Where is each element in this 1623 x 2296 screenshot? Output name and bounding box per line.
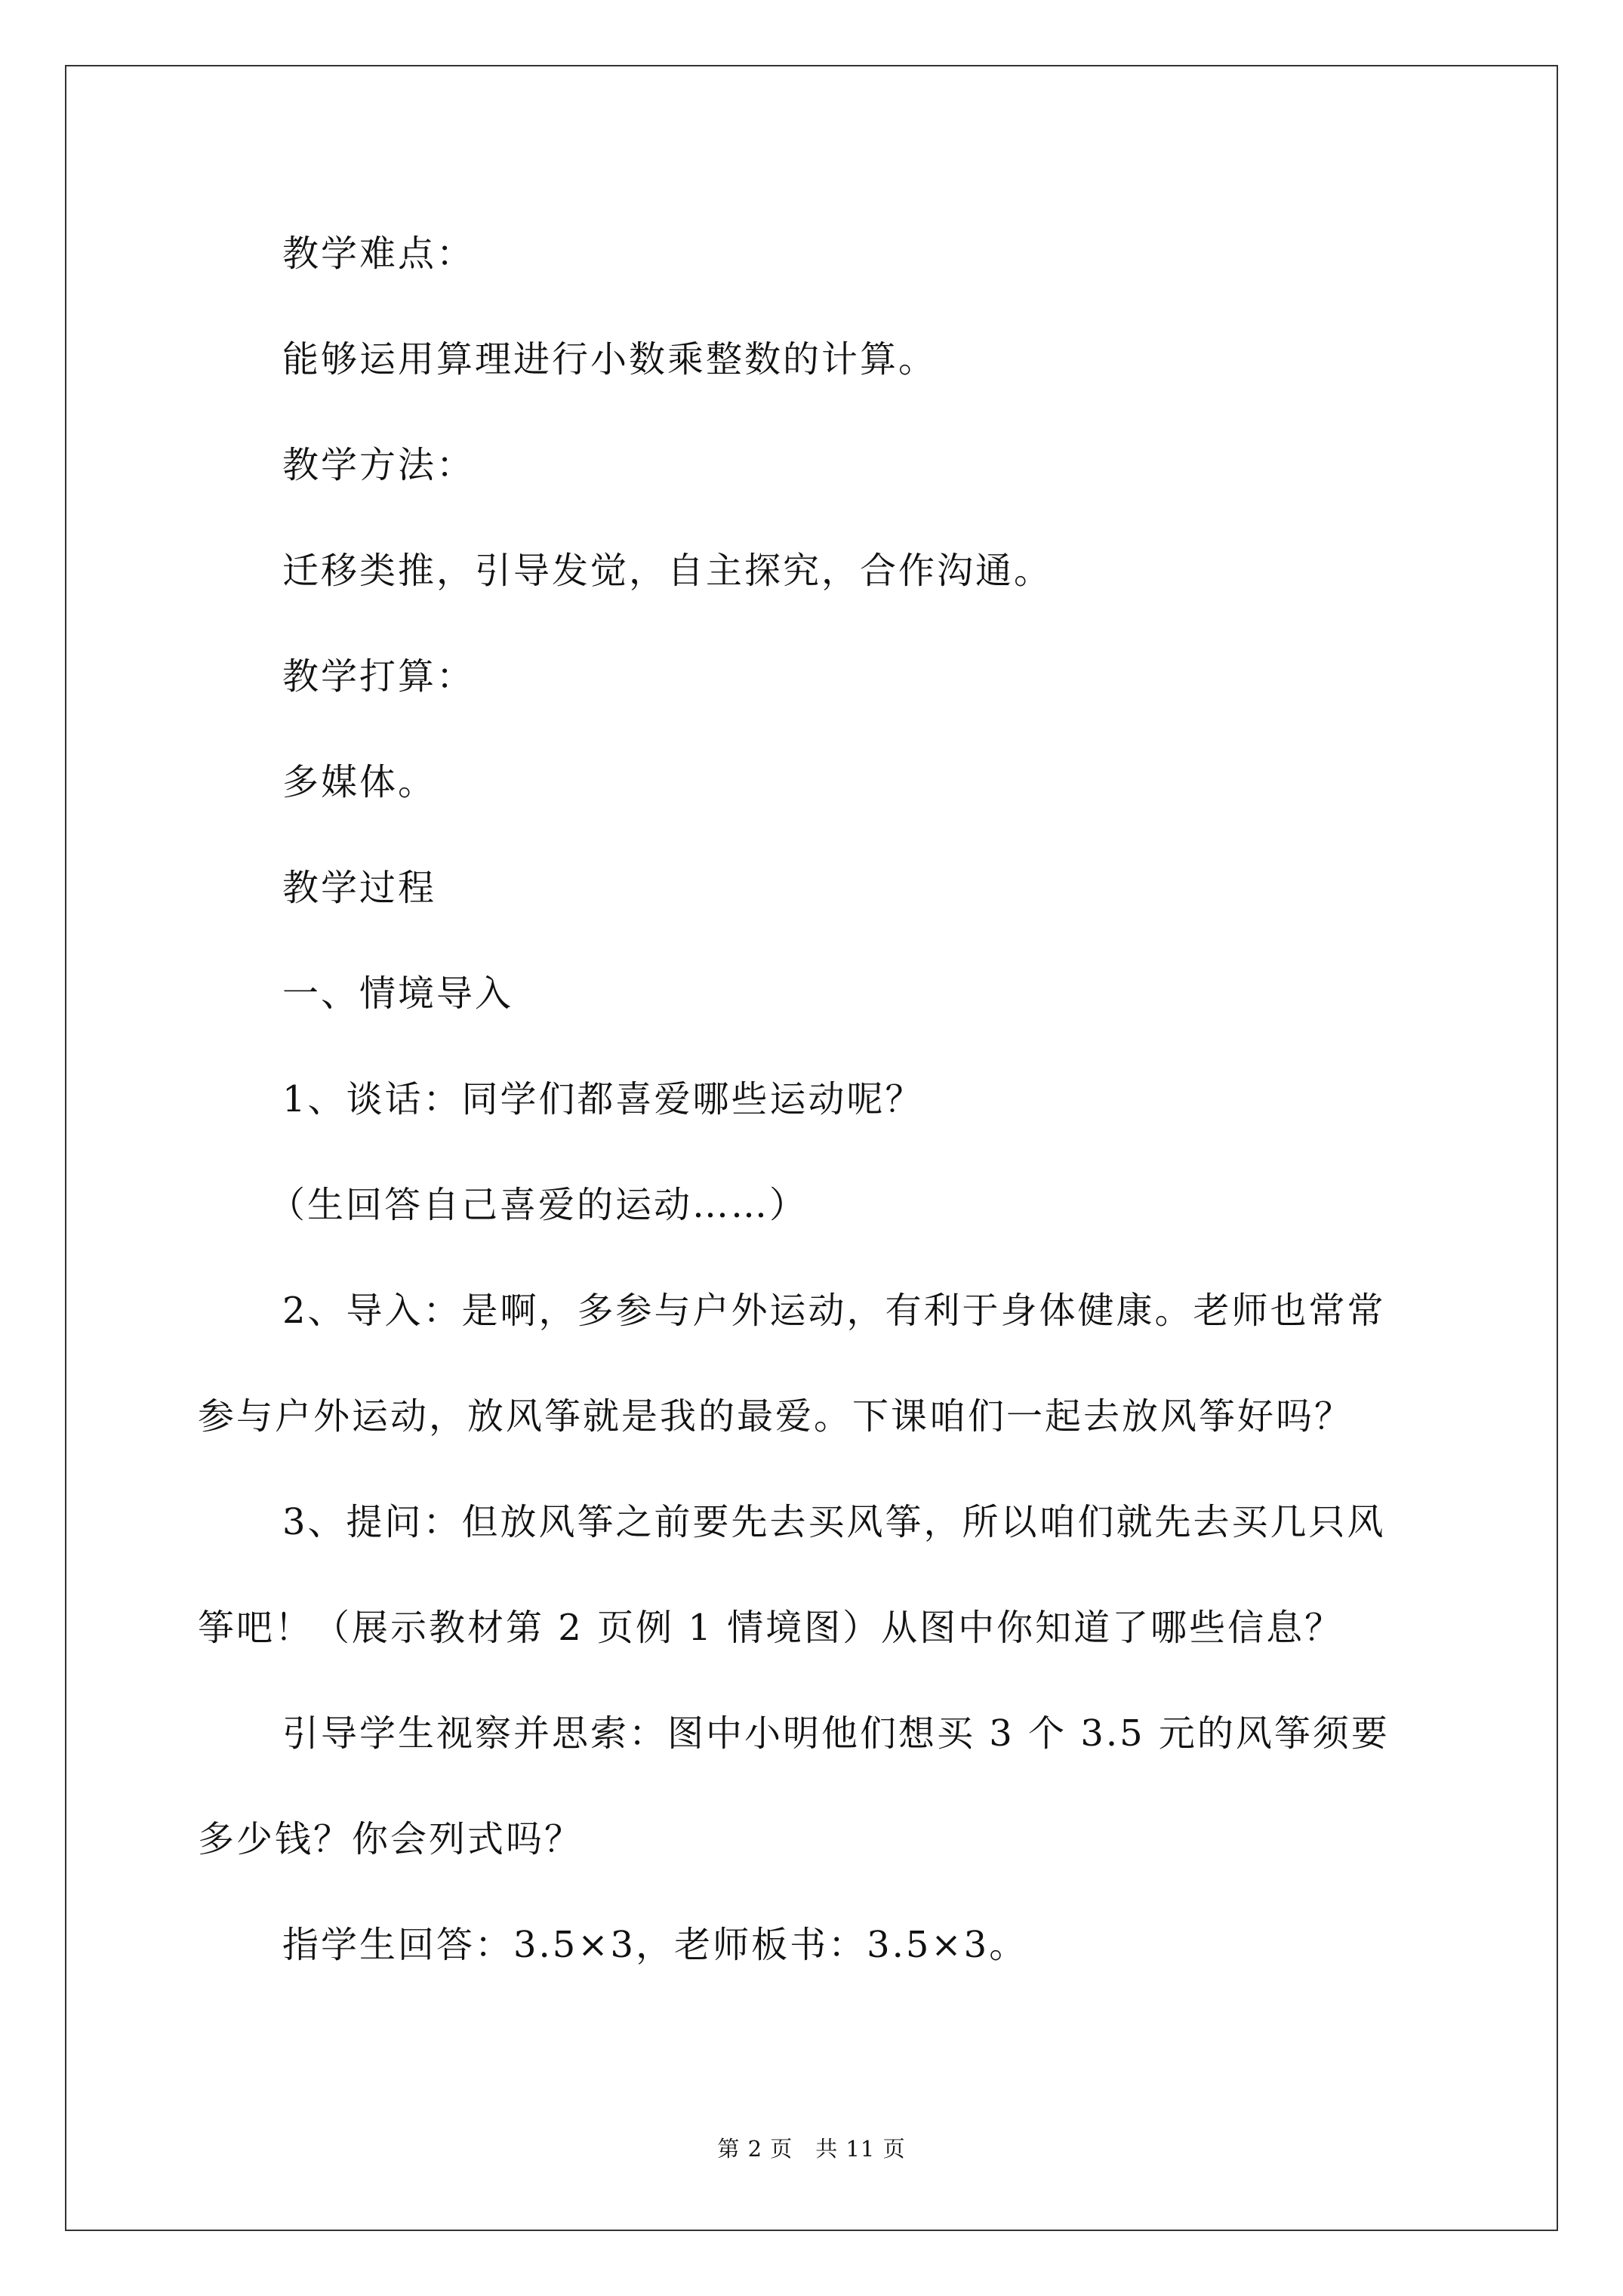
paragraph-step-2-line-1: 2、导入：是啊，多参与户外运动，有利于身体健康。老师也常常 <box>282 1290 1386 1332</box>
paragraph-board-writing: 指学生回答：3.5×3，老师板书：3.5×3。 <box>282 1924 1028 1966</box>
heading-teaching-method: 教学方法： <box>282 444 476 486</box>
page-number-footer: 第 2 页 共 11 页 <box>717 2136 906 2162</box>
paragraph-step-1: 1、谈话：同学们都喜爱哪些运动呢？ <box>282 1078 924 1120</box>
paragraph-step-3-line-2: 筝吧！（展示教材第 2 页例 1 情境图）从图中你知道了哪些信息？ <box>198 1607 1344 1649</box>
paragraph-step-3-line-1: 3、提问：但放风筝之前要先去买风筝，所以咱们就先去买几只风 <box>282 1501 1386 1543</box>
paragraph-guidance-line-2: 多少钱？你会列式吗？ <box>198 1818 584 1860</box>
heading-teaching-process: 教学过程 <box>282 867 437 909</box>
section-heading-situation-intro: 一、情境导入 <box>282 972 514 1015</box>
paragraph-student-answer: （生回答自己喜爱的运动……） <box>269 1184 808 1226</box>
heading-teaching-difficulty: 教学难点： <box>282 233 476 275</box>
page-border <box>65 65 1558 2231</box>
paragraph-preparation-text: 多媒体。 <box>282 761 437 803</box>
paragraph-method-text: 迁移类推，引导发觉，自主探究，合作沟通。 <box>282 550 1053 592</box>
heading-teaching-preparation: 教学打算： <box>282 655 476 698</box>
paragraph-step-2-line-2: 参与户外运动，放风筝就是我的最爱。下课咱们一起去放风筝好吗？ <box>198 1395 1354 1438</box>
paragraph-guidance-line-1: 引导学生视察并思索：图中小明他们想买 3 个 3.5 元的风筝须要 <box>282 1712 1390 1755</box>
paragraph-difficulty-text: 能够运用算理进行小数乘整数的计算。 <box>282 338 938 381</box>
